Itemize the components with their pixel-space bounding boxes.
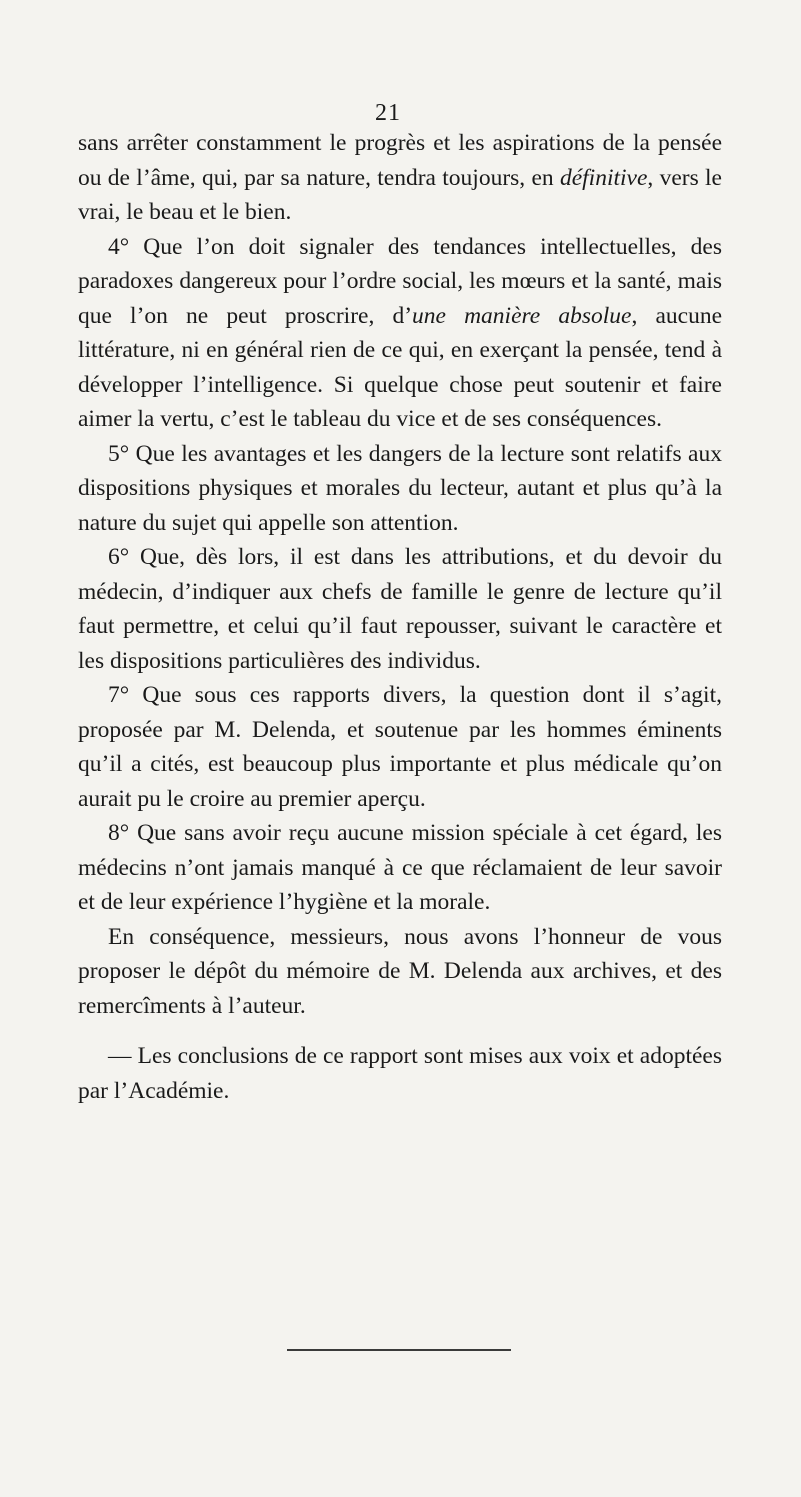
paragraph-vote (78, 1039, 722, 1108)
paragraph-continuation (78, 126, 722, 230)
text-span: — Les conclusions de ce rapport sont mises aux voix et adoptées par l’Académie. (78, 1043, 722, 1104)
text-span: sans arrêter constamment le progrès et les aspirations de la pensée ou de l’âme, qui, par sa nature, tendra toujours, en (78, 130, 722, 191)
text-span: , vers le vrai, le beau et le bien. (78, 164, 722, 225)
paragraph-conclusion (78, 920, 722, 1024)
text-span: En conséquence, messieurs, nous avons l’honneur de vous proposer le dépôt du mémoire de M. Delenda aux archives, et des remercîments à l’auteur. (78, 923, 722, 1019)
text-span: 8° Que sans avoir reçu aucune mission spéciale à cet égard, les médecins n’ont jamais manqué à ce que réclamaient de leur savoir et de leur expérience l’hygiène et la morale. (78, 820, 722, 915)
paragraph-point-4 (78, 230, 722, 437)
text-span: 4° Que l’on doit signaler des tendances intellectuelles, des paradoxes dangereux pour l’ordre social, les mœurs et la santé, mais que l’on ne peut proscrire, d’ (78, 233, 722, 329)
text-span: 6° Que, dès lors, il est dans les attributions, et du devoir du médecin, d’indiquer aux chefs de famille le genre de lecture qu’il faut permettre, et celui qu’il faut repousser, suivant le caractère et les dispositions particulières des individus. (78, 544, 722, 674)
paragraph-point-6 (78, 540, 722, 678)
italic-text-span: une manière absolue (412, 302, 632, 329)
body-text (78, 126, 722, 1108)
italic-text-span: définitive (559, 164, 648, 191)
text-span: 7° Que sous ces rapports divers, la question dont il s’agit, proposée par M. Delenda, et soutenue par les hommes éminents qu’il a cités, est beaucoup plus importante et plus médicale qu’on aurait pu le croire au premier aperçu. (78, 682, 722, 812)
text-span: , aucune littérature, ni en général rien de ce qui, en exerçant la pensée, tend à développer l’intelligence. Si quelque chose peut soutenir et faire aimer la vertu, c’est le tableau du vice et de ses conséquences. (78, 302, 723, 432)
paragraph-point-5 (78, 437, 722, 541)
paragraph-point-8 (78, 816, 722, 920)
paragraph-point-7 (78, 678, 722, 816)
text-span: 5° Que les avantages et les dangers de la lecture sont relatifs aux dispositions physiques et morales du lecteur, autant et plus qu’à la nature du sujet qui appelle son attention. (78, 440, 722, 536)
page-number: 21 (375, 100, 401, 126)
horizontal-rule (287, 1349, 511, 1351)
